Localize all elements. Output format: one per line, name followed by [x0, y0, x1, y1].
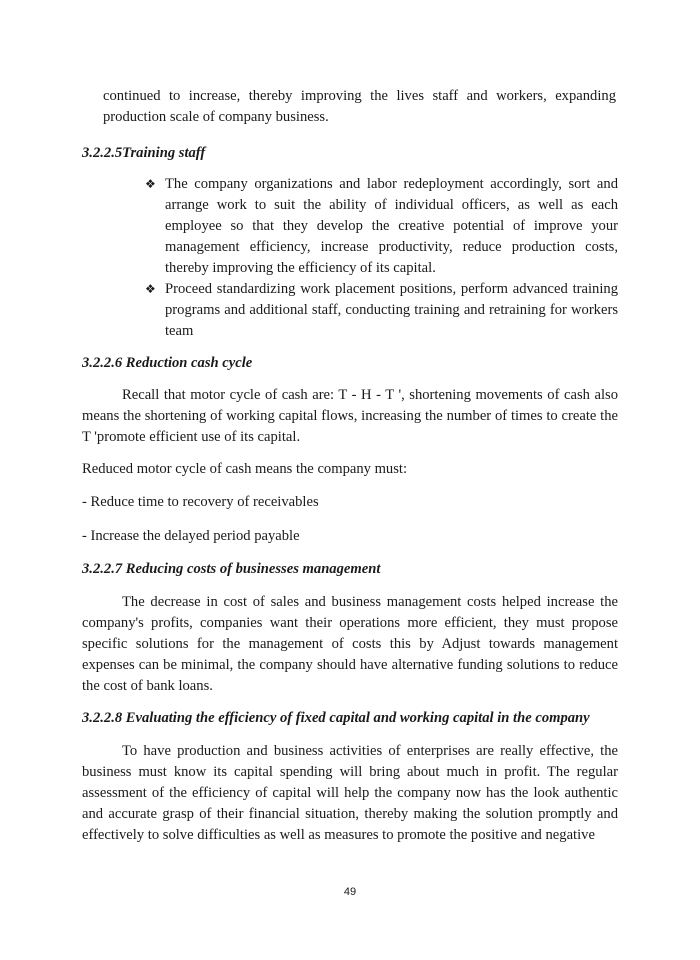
intro-paragraph: continued to increase, thereby improving the lives staff and workers, expanding production scale of company business.: [103, 88, 616, 125]
section-heading-evaluating: 3.2.2.8 Evaluating the efficiency of fixed capital and working capital in the company: [82, 710, 590, 726]
diamond-bullet-icon: ❖: [145, 177, 156, 191]
cash-cycle-line: - Increase the delayed period payable: [82, 528, 300, 544]
cash-cycle-line: - Reduce time to recovery of receivables: [82, 494, 319, 510]
section-heading-cash-cycle: 3.2.2.6 Reduction cash cycle: [82, 355, 253, 371]
page-number: 49: [343, 886, 357, 898]
cash-cycle-paragraph: Recall that motor cycle of cash are: T - H - T ', shortening movements of cash also means the shortening of working capital flows, increasing the number of times to create the T 'promote efficient use of its capital.: [82, 387, 618, 445]
costs-paragraph: The decrease in cost of sales and business management costs helped increase the company's profits, companies want their operations more efficient, they must propose specific solutions for the management of costs this by Adjust towards management expenses can be minimal, the company should have alternative funding solutions to reduce the cost of bank loans.: [82, 594, 618, 694]
section-heading-costs: 3.2.2.7 Reducing costs of businesses management: [82, 561, 381, 577]
bullet-text: Proceed standardizing work placement positions, perform advanced training programs and additional staff, conducting training and retraining for workers team: [165, 281, 618, 339]
section-heading-training: 3.2.2.5Training staff: [82, 145, 206, 161]
bullet-text: The company organizations and labor redeployment accordingly, sort and arrange work to suit the ability of individual officers, as well as each employee so that they develop the creative potential of improve your management efficiency, increase productivity, reduce production costs, thereby improving the efficiency of its capital.: [165, 176, 618, 276]
evaluating-paragraph: To have production and business activities of enterprises are really effective, the business must know its capital spending will bring about much in profit. The regular assessment of the efficiency of capital will help the company now has the look authentic and accurate grasp of their financial situation, thereby making the solution promptly and effectively to solve difficulties as well as measures to promote the positive and negative: [82, 743, 618, 843]
diamond-bullet-icon: ❖: [145, 282, 156, 296]
cash-cycle-line: Reduced motor cycle of cash means the company must:: [82, 461, 408, 477]
